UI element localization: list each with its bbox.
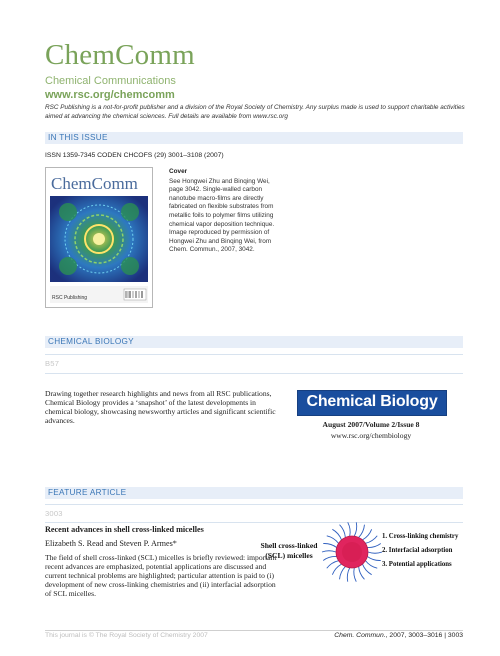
chemical-biology-url[interactable]: www.rsc.org/chembiology xyxy=(330,431,412,440)
micelle-chain xyxy=(368,552,382,553)
article-title[interactable]: Recent advances in shell cross-linked micelles xyxy=(45,525,204,534)
cover-masthead: ChemComm xyxy=(51,174,138,193)
section-bar-feature-article xyxy=(45,487,463,499)
chemical-biology-logo xyxy=(297,390,447,416)
micelle-chain xyxy=(359,525,365,538)
journal-url[interactable]: www.rsc.org/chemcomm xyxy=(45,89,175,101)
micelle-label-line2: (SCL) micelles xyxy=(265,551,313,560)
micelle-item-3: 3. Potential applications xyxy=(382,561,452,568)
micelle-item-2: 2. Interfacial adsorption xyxy=(382,547,453,554)
chemical-biology-logo-text: Chemical Biology xyxy=(306,393,438,410)
cover-publisher-mark: RSC Publishing xyxy=(52,295,88,301)
cover-caption xyxy=(169,168,279,255)
publisher-disclaimer: RSC Publishing is a not-for-profit publisher and a division of the Royal Society of Chemistry. Any surplus made is used to support charitable activities aimed at advancing the chemical sciences. Full details are available from www.rsc.org xyxy=(45,104,465,120)
micelle-chain xyxy=(340,525,346,538)
micelle-chain xyxy=(322,551,336,552)
micelle-chain xyxy=(367,557,380,561)
micelle-chain xyxy=(323,544,336,548)
section-title: FEATURE ARTICLE xyxy=(48,488,127,497)
section-bar-in-this-issue xyxy=(45,132,463,144)
micelle-chain xyxy=(359,567,365,580)
micelle-chain xyxy=(340,567,346,580)
section-divider xyxy=(45,354,463,355)
footer-copyright: This journal is © The Royal Society of Chemistry 2007 xyxy=(45,632,208,639)
section-bar-chemical-biology xyxy=(45,336,463,348)
micelle-chain xyxy=(347,568,349,582)
footer-citation xyxy=(290,632,463,639)
journal-subtitle: Chemical Communications xyxy=(45,75,176,87)
micelle-chain xyxy=(367,544,380,548)
section-divider xyxy=(45,373,463,374)
micelle-chain xyxy=(354,568,356,582)
micelle-diagram xyxy=(259,518,469,588)
page-number: 3003 xyxy=(45,509,63,518)
page-number: B57 xyxy=(45,359,60,368)
cover-caption-text: See Hongwei Zhu and Binqing Wei, page 3042. Single-walled carbon nanotube macro-films are directly fabricated on flexible substrates from metallic foils to polymer films utilizing chemical vapor deposition technique. Image reproduced by permission of Hongwei Zhu and Binqing Wei, from Chem. Commun., 2007, 3042. xyxy=(169,177,275,254)
section-divider xyxy=(45,504,463,505)
article-abstract: The field of shell cross-linked (SCL) micelles is briefly reviewed: important recent advances are emphasized, potential applications are discussed and current technical problems are highlighted; particular attention is paid to (i) development of new cross-linking chemistries and (ii) interfacial adsorption of SCL micelles. xyxy=(45,553,277,598)
micelle-chain xyxy=(332,564,341,575)
footer-pages: , 2007, 3003–3016 | 3003 xyxy=(385,632,463,639)
micelle-chain xyxy=(348,522,350,536)
chemical-biology-issue: August 2007/Volume 2/Issue 8 xyxy=(322,420,420,429)
micelle-chain xyxy=(354,522,356,536)
micelle-chain xyxy=(362,529,371,540)
micelle-chain xyxy=(365,561,377,569)
chemical-biology-text: Drawing together research highlights and news from all RSC publications, Chemical Biology provides a ‘snapshot’ of the latest developments in chemical biology, showcasing newsworthy articles and significant scientific advances. xyxy=(45,389,276,425)
cover-image xyxy=(45,167,153,308)
article-authors: Elizabeth S. Read and Steven P. Armes* xyxy=(45,539,177,548)
footer-journal: Chem. Commun. xyxy=(334,632,386,639)
section-title: CHEMICAL BIOLOGY xyxy=(48,337,134,346)
micelle-chain xyxy=(323,556,336,560)
issn-line: ISSN 1359-7345 CODEN CHCOFS (29) 3001–3108 (2007) xyxy=(45,152,224,159)
micelle-core-inner xyxy=(342,542,362,562)
footer-rule xyxy=(45,630,463,631)
section-title: IN THIS ISSUE xyxy=(48,133,108,142)
micelle-item-1: 1. Cross-linking chemistry xyxy=(382,533,459,540)
micelle-chain xyxy=(327,536,339,544)
cover-art xyxy=(46,168,152,307)
cover-caption-title: Cover xyxy=(169,168,188,175)
micelle-label-line1: Shell cross-linked xyxy=(260,541,318,550)
journal-brand: ChemComm xyxy=(45,39,195,71)
